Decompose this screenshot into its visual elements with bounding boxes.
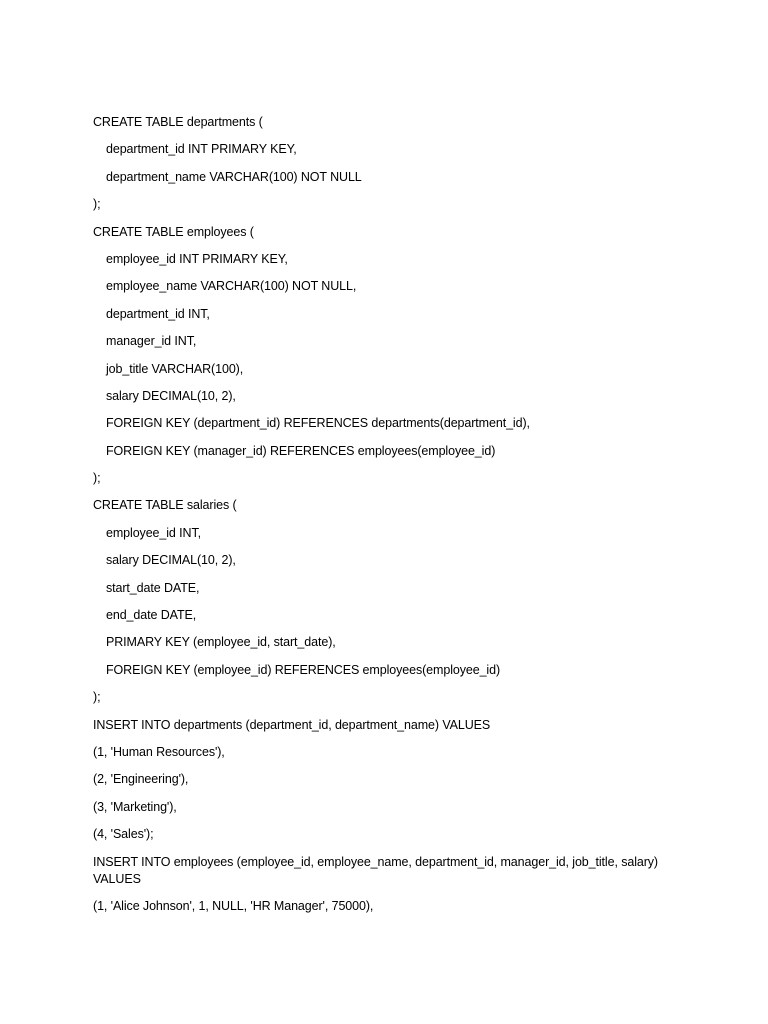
code-line: PRIMARY KEY (employee_id, start_date), [106, 635, 336, 650]
code-line: (3, 'Marketing'), [93, 799, 177, 814]
code-line: employee_id INT PRIMARY KEY, [106, 251, 288, 266]
code-line: salary DECIMAL(10, 2), [106, 388, 236, 403]
code-line: ); [93, 197, 101, 212]
code-line: (4, 'Sales'); [93, 827, 154, 842]
code-line: CREATE TABLE salaries ( [93, 498, 237, 513]
code-line: CREATE TABLE employees ( [93, 224, 254, 239]
code-line: (2, 'Engineering'), [93, 772, 189, 787]
code-line: FOREIGN KEY (manager_id) REFERENCES employees(employee_id) [106, 443, 496, 458]
code-line: manager_id INT, [106, 334, 197, 349]
code-line: department_id INT, [106, 306, 210, 321]
code-line: ); [93, 690, 101, 705]
code-line: end_date DATE, [106, 608, 197, 623]
sql-script-body [93, 114, 673, 925]
code-line: FOREIGN KEY (employee_id) REFERENCES employees(employee_id) [106, 662, 501, 677]
code-line: salary DECIMAL(10, 2), [106, 553, 236, 568]
code-line: department_id INT PRIMARY KEY, [106, 142, 297, 157]
code-line: employee_name VARCHAR(100) NOT NULL, [106, 279, 357, 294]
code-line: FOREIGN KEY (department_id) REFERENCES departments(department_id), [106, 416, 530, 431]
code-line: ); [93, 471, 101, 486]
code-line: (1, 'Human Resources'), [93, 744, 225, 759]
code-line: job_title VARCHAR(100), [106, 361, 244, 376]
code-line: department_name VARCHAR(100) NOT NULL [106, 169, 362, 184]
code-line: (1, 'Alice Johnson', 1, NULL, 'HR Manager', 75000), [93, 898, 374, 913]
code-line: employee_id INT, [106, 525, 201, 540]
code-line: INSERT INTO employees (employee_id, employee_name, department_id, manager_id, job_title, salary) VALUES [93, 854, 662, 886]
code-line: CREATE TABLE departments ( [93, 115, 263, 129]
code-line: INSERT INTO departments (department_id, department_name) VALUES [93, 717, 491, 732]
code-line: start_date DATE, [106, 580, 200, 595]
